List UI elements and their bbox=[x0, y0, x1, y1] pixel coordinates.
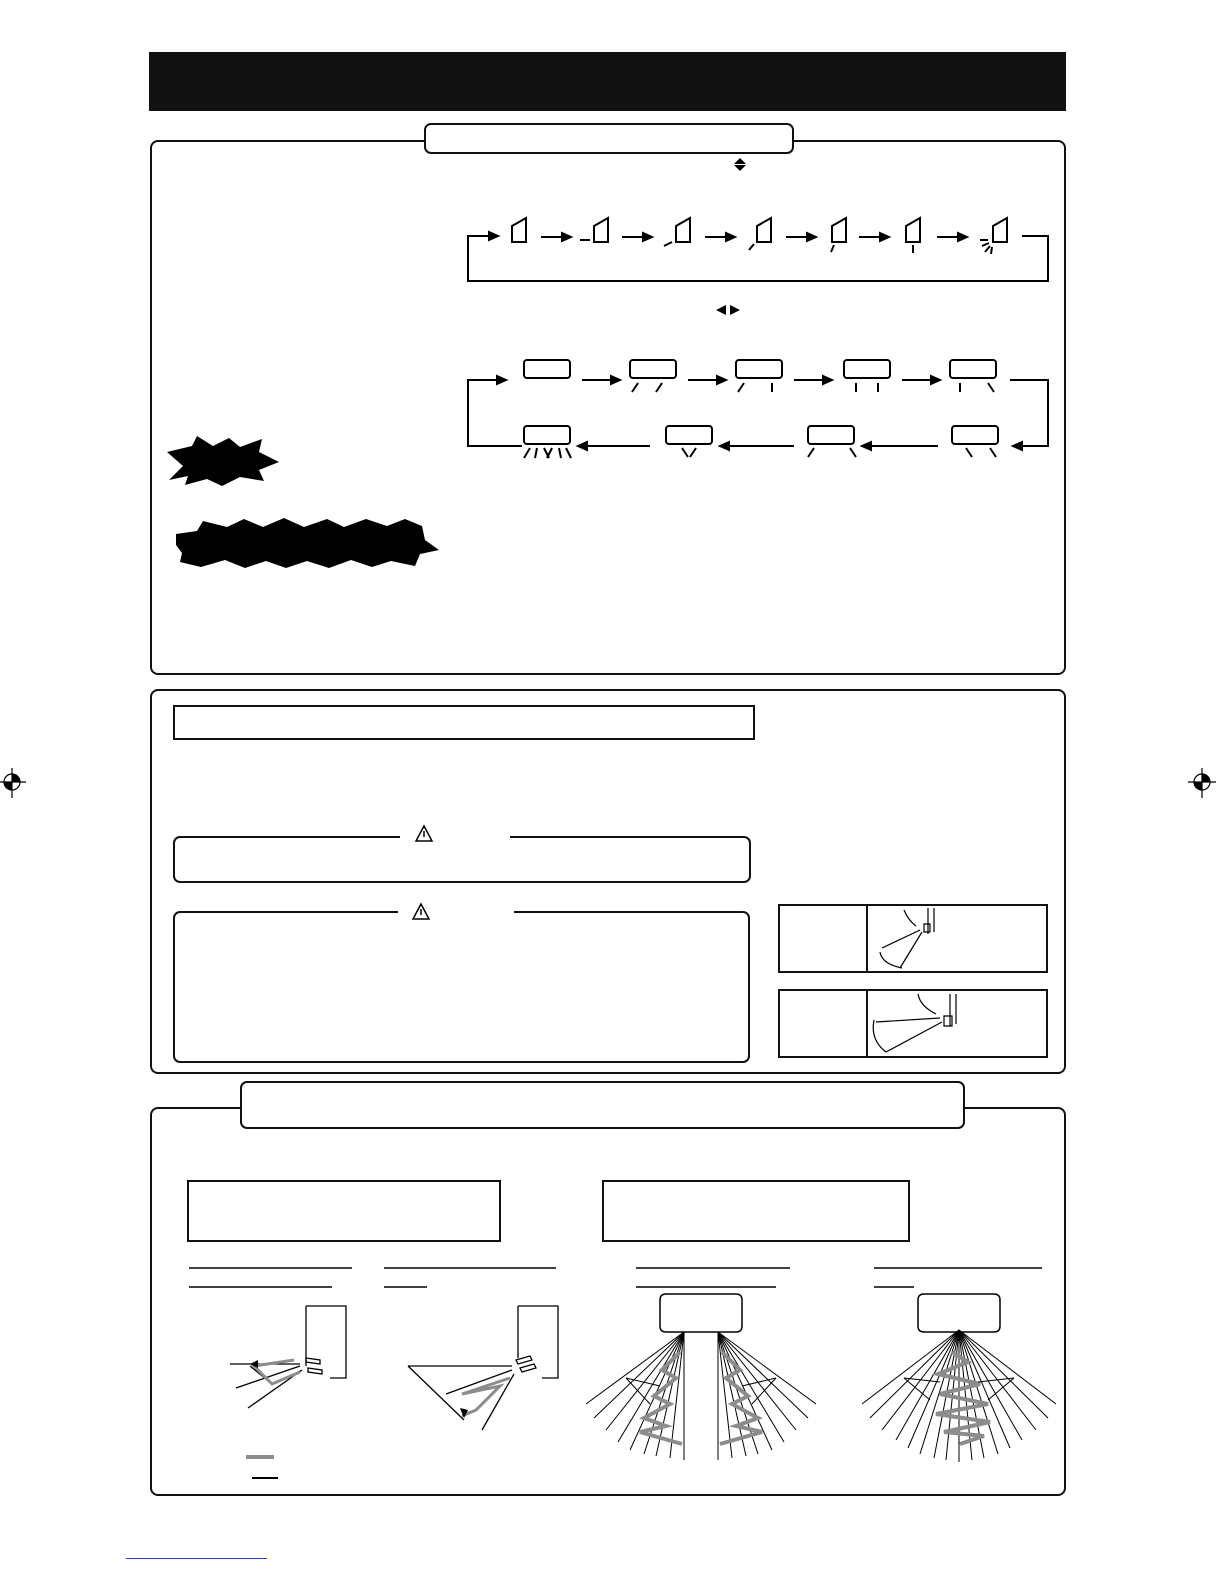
footer-link-rule bbox=[126, 1558, 267, 1559]
